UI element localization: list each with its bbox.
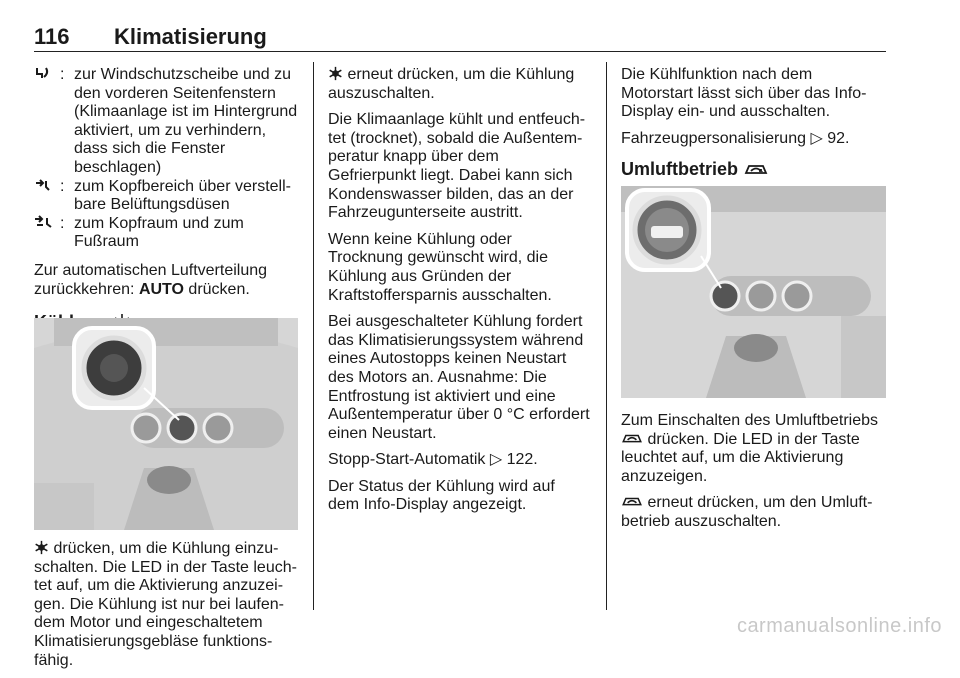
windscreen-feet-icon [34, 66, 60, 86]
list-item: : zum Kopfraum und zum Fußraum [34, 215, 300, 252]
list-item-text: zur Windschutzscheibe und zu den vorderen Seitenfenstern (Klimaanlage ist im Hintergrund aktiviert, um zu verhindern, dass sich die Fenster beschlagen) [74, 66, 298, 176]
recirculation-paragraph-2: erneut drücken, um den Umluftbetrieb auszuschalten. [621, 494, 873, 530]
column-3-bottom [621, 412, 886, 540]
recirculation-icon [744, 162, 768, 178]
watermark: carmanualsonline.info [736, 615, 942, 637]
column-1-bottom [34, 540, 300, 678]
cooling-paragraph-7: Der Status der Kühlung wird auf dem Info-Display angezeigt. [328, 477, 555, 514]
cooling-paragraph-4: Wenn keine Kühlung oder Trocknung gewünscht wird, die Kühlung aus Gründen der Kraftstoffersparnis ausschalten. [328, 230, 552, 304]
page-title: Klimatisierung [114, 24, 267, 49]
column-divider-1 [313, 62, 314, 610]
cooling-button-illustration [34, 318, 298, 530]
recirculation-icon [621, 495, 643, 509]
cooling-paragraph-5: Bei ausgeschalteter Kühlung fordert das Klimatisierungssystem während eines Autostopps keinen Neustart des Motors an. Ausnahme: Die Entfrostung ist aktiviert und eine Außentemperatur über 0 °C erfordert einen Neustart. [328, 313, 590, 442]
recirculation-heading: Umluftbetrieb [621, 160, 886, 179]
head-vents-icon [34, 178, 60, 198]
recirculation-icon [621, 432, 643, 446]
page-reference[interactable]: 92. [827, 129, 850, 147]
list-item-text: zum Kopfbereich über verstellbare Belüftungsdüsen [74, 177, 291, 214]
stop-start-reference: Stopp-Start-Automatik ▷ 122. [328, 451, 538, 469]
cooling-paragraph-2: erneut drücken, um die Kühlung auszuschalten. [328, 66, 575, 102]
page-reference-icon: ▷ [810, 129, 828, 147]
snowflake-icon [328, 66, 343, 81]
column-3 [621, 66, 886, 179]
air-distribution-list [34, 66, 300, 252]
recirculation-paragraph-1: Zum Einschalten des Umluftbetriebs drücken. Die LED in der Taste leuchtet auf, um die Aktivierung anzuzeigen. [621, 412, 878, 485]
column-divider-2 [606, 62, 607, 610]
column-1 [34, 66, 300, 332]
list-item: : zum Kopfbereich über verstellbare Belüftungsdüsen [34, 178, 300, 215]
list-item: : zur Windschutzscheibe und zu den vorderen Seitenfenstern (Klimaanlage ist im Hintergrund aktiviert, um zu verhindern, dass sich die Fenster beschlagen) [34, 66, 300, 178]
snowflake-icon [34, 540, 49, 555]
list-item-text: zum Kopfraum und zum Fußraum [74, 214, 244, 251]
page-number: 116 [34, 24, 70, 49]
header-rule [34, 51, 886, 52]
head-feet-icon [34, 215, 60, 235]
column-2 [328, 66, 590, 523]
auto-paragraph: Zur automatischen Luftverteilung zurückkehren: AUTO drücken. [34, 261, 268, 298]
personalisation-reference: Fahrzeugpersonalisierung ▷ 92. [621, 129, 850, 147]
auto-label: AUTO [138, 280, 184, 298]
page-reference[interactable]: 122. [506, 451, 538, 469]
cooling-paragraph-3: Die Klimaanlage kühlt und entfeuchtet (trocknet), sobald die Außentemperatur knapp über dem Gefrierpunkt liegt. Dabei kann sich Kondenswasser bilden, das an der Fahrzeugunterseite austritt. [328, 111, 586, 222]
cooling-info-paragraph: Die Kühlfunktion nach dem Motorstart lässt sich über das Info-Display ein- und ausschalten. [621, 66, 867, 121]
cooling-paragraph-1: drücken, um die Kühlung einzuschalten. Die LED in der Taste leuchtet auf, um die Aktivierung anzuzeigen. Die Kühlung ist nur bei laufendem Motor und eingeschaltetem Klimatisierungsgebläse funktionsfähig. [34, 540, 297, 669]
recirculation-button-illustration [621, 186, 886, 398]
page-header [34, 22, 886, 52]
page-reference-icon: ▷ [489, 451, 507, 469]
